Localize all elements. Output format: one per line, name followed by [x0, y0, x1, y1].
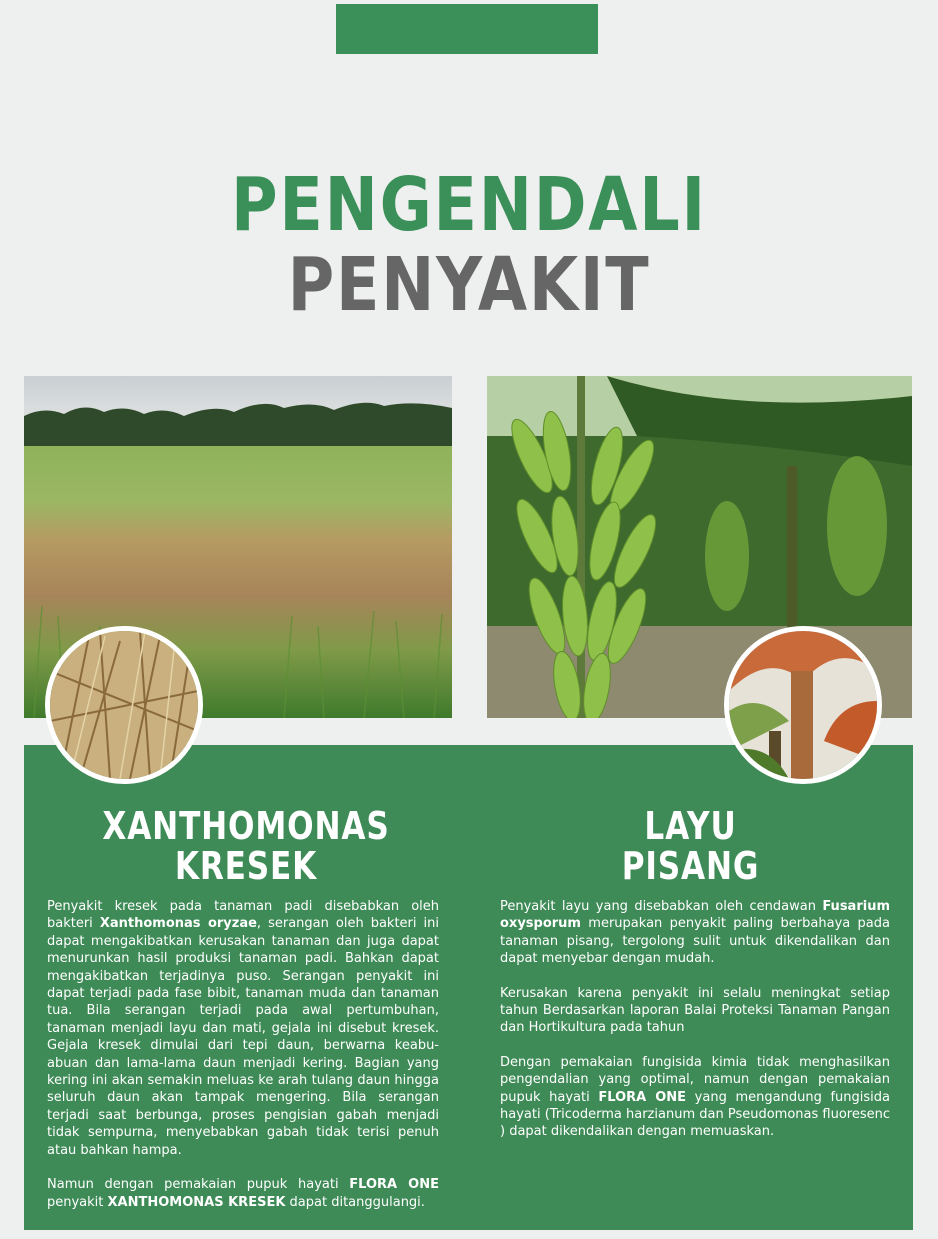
heading-left-line-2: KRESEK	[174, 844, 318, 888]
right-paragraph-3: Dengan pemakaian fungisida kimia tidak menghasilkan pengendalian yang optimal, namun dengan pemakaian pupuk hayati FLORA ONE yang mengandung fungisida hayati (Tricoderma harzianum dan Pseudomonas fluoresenc ) dapat dikendalikan dengan memuaskan.	[500, 1054, 890, 1140]
top-accent-bar	[336, 4, 598, 54]
title-line-1: PENGENDALI	[231, 162, 707, 248]
title-line-2: PENYAKIT	[287, 242, 651, 328]
right-paragraph-2: Kerusakan karena penyakit ini selalu meningkat setiap tahun Berdasarkan laporan Balai Proteksi Tanaman Pangan dan Hortikultura pada tahun	[500, 985, 890, 1036]
heading-right-line-1: LAYU	[644, 804, 737, 848]
left-paragraph-1: Penyakit kresek pada tanaman padi disebabkan oleh bakteri Xanthomonas oryzae, serangan oleh bakteri ini dapat mengakibatkan kerusakan tanaman dan juga dapat menurunkan hasil produksi tanaman padi. Bahkan dapat mengakibatkan terjadinya puso. Serangan penyakit ini dapat terjadi pada fase bibit, tanaman muda dan tanaman tua. Bila serangan terjadi pada awal pertumbuhan, tanaman menjadi layu dan mati, gejala ini disebut kresek. Gejala kresek dimulai dari tepi daun, berwarna keabu-abuan dan lama-lama daun menjadi kering. Bagian yang kering ini akan semakin meluas ke arah tulang daun hingga seluruh daun akan tampak mengering. Bila serangan terjadi saat berbunga, proses pengisian gabah menjadi tidak sempurna, menyebabkan gabah tidak terisi penuh atau bahkan hampa.	[47, 899, 439, 1158]
heading-right-line-2: PISANG	[621, 844, 760, 888]
dry-rice-inset-image	[45, 626, 203, 784]
layu-pisang-heading	[508, 806, 873, 886]
wilted-banana-inset-image	[724, 626, 882, 784]
layu-pisang-description	[500, 898, 890, 1158]
right-paragraph-1: Penyakit layu yang disebabkan oleh cendawan Fusarium oxysporum merupakan penyakit paling berbahaya pada tanaman pisang, tergolong sulit untuk dikendalikan dan dapat menyebar dengan mudah.	[500, 899, 890, 967]
xanthomonas-kresek-heading	[64, 806, 428, 886]
left-paragraph-2: Namun dengan pemakaian pupuk hayati FLORA ONE penyakit XANTHOMONAS KRESEK dapat ditanggulangi.	[47, 1177, 439, 1210]
xanthomonas-description	[47, 898, 439, 1228]
heading-left-line-1: XANTHOMONAS	[102, 804, 390, 848]
